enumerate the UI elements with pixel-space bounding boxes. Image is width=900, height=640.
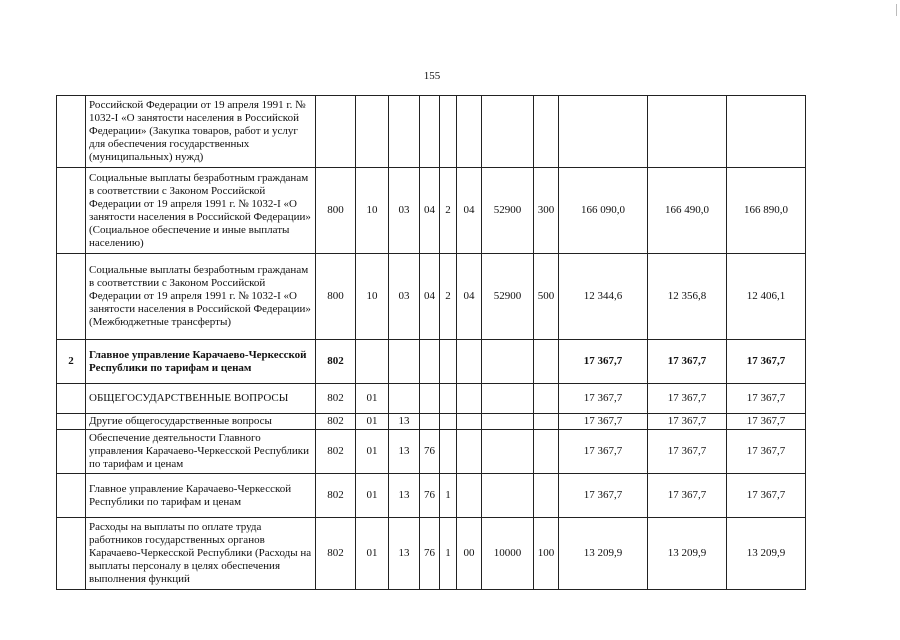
code-section: 01 (356, 414, 389, 430)
table-row (57, 414, 806, 430)
code-ministry: 802 (316, 340, 356, 384)
code-subsection: 13 (389, 518, 420, 590)
table-row (57, 168, 806, 254)
row-number (57, 384, 86, 414)
code-section: 01 (356, 518, 389, 590)
table-row (57, 474, 806, 518)
code-section: 10 (356, 168, 389, 254)
row-number (57, 474, 86, 518)
code-ministry: 802 (316, 414, 356, 430)
row-name: Другие общегосударственные вопросы (86, 414, 316, 430)
code-subsection (389, 384, 420, 414)
code-direction: 52900 (482, 254, 534, 340)
code-subprogram (440, 414, 457, 430)
code-subsection: 13 (389, 474, 420, 518)
code-program: 76 (420, 430, 440, 474)
code-subprogram: 2 (440, 168, 457, 254)
code-subprogram (440, 384, 457, 414)
amount-year-3: 17 367,7 (727, 414, 806, 430)
row-name: Расходы на выплаты по оплате труда работников государственных органов Карачаево-Черкесской Республики (Расходы на выплаты персоналу в целях обеспечения выполнения функций (86, 518, 316, 590)
row-number (57, 414, 86, 430)
amount-year-2: 17 367,7 (648, 474, 727, 518)
code-section (356, 96, 389, 168)
code-subsection: 13 (389, 430, 420, 474)
code-subprogram: 2 (440, 254, 457, 340)
code-program (420, 414, 440, 430)
amount-year-1 (559, 96, 648, 168)
code-section: 01 (356, 384, 389, 414)
row-number (57, 254, 86, 340)
amount-year-1: 17 367,7 (559, 474, 648, 518)
code-subprogram: 1 (440, 518, 457, 590)
code-ministry: 802 (316, 474, 356, 518)
amount-year-2: 17 367,7 (648, 430, 727, 474)
amount-year-2: 17 367,7 (648, 340, 727, 384)
table-row (57, 518, 806, 590)
amount-year-3: 17 367,7 (727, 474, 806, 518)
amount-year-1: 17 367,7 (559, 414, 648, 430)
row-number (57, 430, 86, 474)
code-measure: 04 (457, 168, 482, 254)
code-expense-type (534, 414, 559, 430)
row-number: 2 (57, 340, 86, 384)
amount-year-3: 13 209,9 (727, 518, 806, 590)
amount-year-1: 17 367,7 (559, 384, 648, 414)
code-subsection: 03 (389, 254, 420, 340)
table-row (57, 430, 806, 474)
code-program: 04 (420, 254, 440, 340)
code-expense-type: 500 (534, 254, 559, 340)
code-program (420, 384, 440, 414)
code-ministry: 800 (316, 168, 356, 254)
row-name: ОБЩЕГОСУДАРСТВЕННЫЕ ВОПРОСЫ (86, 384, 316, 414)
code-direction (482, 430, 534, 474)
code-direction: 52900 (482, 168, 534, 254)
table-row (57, 96, 806, 168)
code-measure (457, 474, 482, 518)
amount-year-3: 17 367,7 (727, 430, 806, 474)
code-measure: 04 (457, 254, 482, 340)
code-direction: 10000 (482, 518, 534, 590)
amount-year-1: 12 344,6 (559, 254, 648, 340)
code-ministry: 802 (316, 518, 356, 590)
code-direction (482, 474, 534, 518)
code-ministry: 802 (316, 384, 356, 414)
page-number: 155 (423, 70, 441, 82)
amount-year-2: 17 367,7 (648, 414, 727, 430)
code-subsection: 13 (389, 414, 420, 430)
code-measure: 00 (457, 518, 482, 590)
budget-table (56, 95, 806, 590)
code-expense-type (534, 340, 559, 384)
code-expense-type: 100 (534, 518, 559, 590)
code-expense-type (534, 474, 559, 518)
code-direction (482, 384, 534, 414)
code-measure (457, 384, 482, 414)
code-expense-type (534, 384, 559, 414)
amount-year-1: 17 367,7 (559, 430, 648, 474)
row-name: Социальные выплаты безработным гражданам в соответствии с Законом Российской Федерации от 19 апреля 1991 г. № 1032-I «О занятости населения в Российской Федерации» (Социальное обеспечение и иные выплаты населению) (86, 168, 316, 254)
code-ministry: 802 (316, 430, 356, 474)
row-number (57, 168, 86, 254)
code-expense-type: 300 (534, 168, 559, 254)
code-section: 01 (356, 430, 389, 474)
row-number (57, 518, 86, 590)
row-number (57, 96, 86, 168)
code-ministry: 800 (316, 254, 356, 340)
code-section (356, 340, 389, 384)
code-subprogram (440, 430, 457, 474)
amount-year-2: 166 490,0 (648, 168, 727, 254)
row-name: Обеспечение деятельности Главного управления Карачаево-Черкесской Республики по тарифам и ценам (86, 430, 316, 474)
code-subprogram: 1 (440, 474, 457, 518)
amount-year-3 (727, 96, 806, 168)
amount-year-3: 17 367,7 (727, 384, 806, 414)
code-subprogram (440, 340, 457, 384)
code-subsection (389, 96, 420, 168)
code-measure (457, 96, 482, 168)
table-row (57, 340, 806, 384)
row-name: Главное управление Карачаево-Черкесской Республики по тарифам и ценам (86, 340, 316, 384)
amount-year-2: 17 367,7 (648, 384, 727, 414)
code-expense-type (534, 96, 559, 168)
code-program (420, 340, 440, 384)
code-program: 76 (420, 474, 440, 518)
code-section: 01 (356, 474, 389, 518)
code-program: 76 (420, 518, 440, 590)
row-name: Социальные выплаты безработным гражданам в соответствии с Законом Российской Федерации от 19 апреля 1991 г. № 1032-I «О занятости населения в Российской Федерации» (Межбюджетные трансферты) (86, 254, 316, 340)
code-subsection (389, 340, 420, 384)
amount-year-3: 166 890,0 (727, 168, 806, 254)
row-name: Российской Федерации от 19 апреля 1991 г. № 1032-I «О занятости населения в Российской Федерации» (Закупка товаров, работ и услуг для обеспечения государственных (муниципальных) нужд) (86, 96, 316, 168)
amount-year-2 (648, 96, 727, 168)
scan-edge-mark (896, 4, 897, 16)
code-program (420, 96, 440, 168)
code-measure (457, 430, 482, 474)
code-subsection: 03 (389, 168, 420, 254)
code-measure (457, 414, 482, 430)
code-ministry (316, 96, 356, 168)
code-measure (457, 340, 482, 384)
code-subprogram (440, 96, 457, 168)
code-direction (482, 96, 534, 168)
amount-year-1: 166 090,0 (559, 168, 648, 254)
code-section: 10 (356, 254, 389, 340)
code-direction (482, 340, 534, 384)
table-row (57, 384, 806, 414)
amount-year-2: 12 356,8 (648, 254, 727, 340)
row-name: Главное управление Карачаево-Черкесской Республики по тарифам и ценам (86, 474, 316, 518)
amount-year-3: 12 406,1 (727, 254, 806, 340)
code-expense-type (534, 430, 559, 474)
code-direction (482, 414, 534, 430)
code-program: 04 (420, 168, 440, 254)
amount-year-1: 13 209,9 (559, 518, 648, 590)
amount-year-1: 17 367,7 (559, 340, 648, 384)
amount-year-2: 13 209,9 (648, 518, 727, 590)
amount-year-3: 17 367,7 (727, 340, 806, 384)
table-row (57, 254, 806, 340)
